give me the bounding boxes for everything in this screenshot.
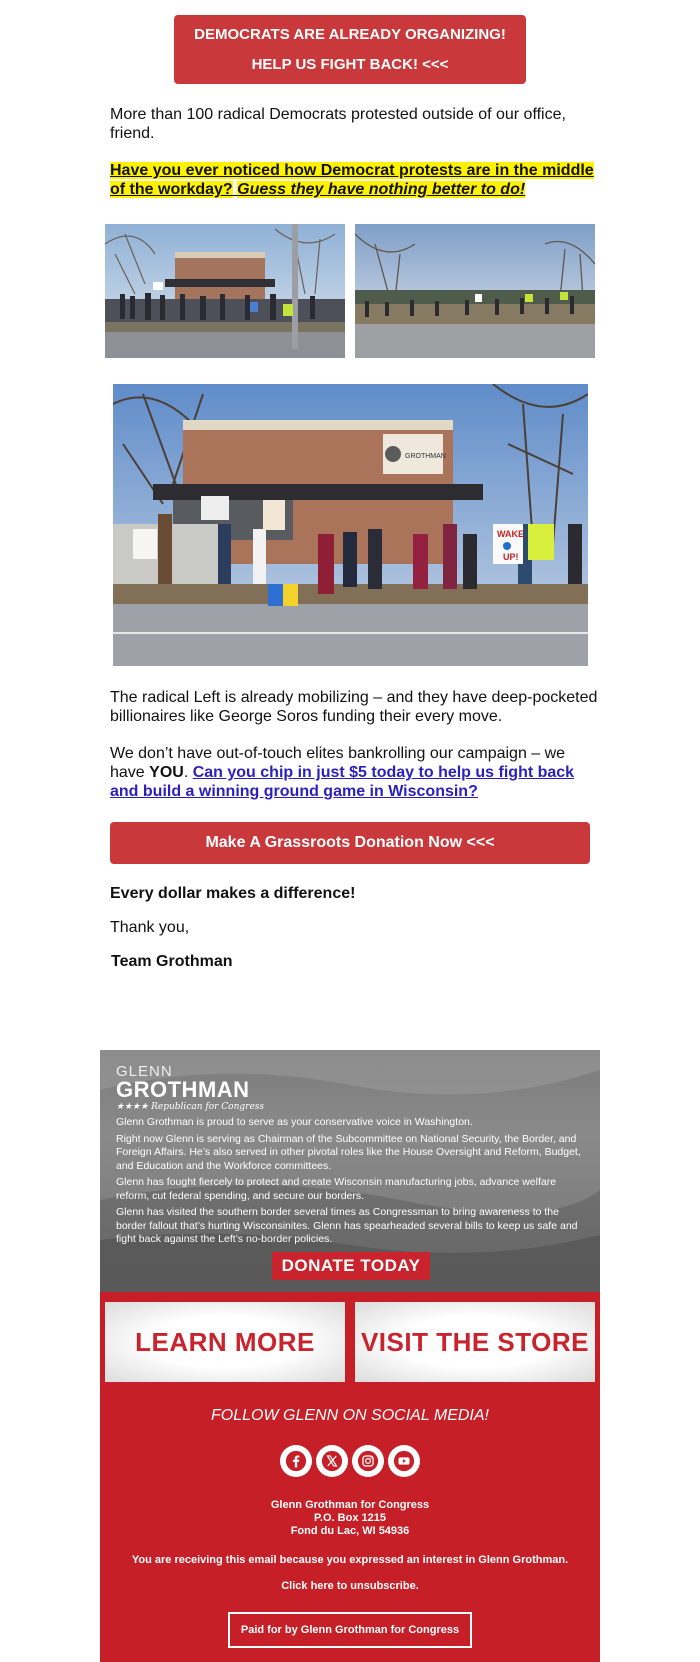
logo-first-name: GLENN xyxy=(116,1063,173,1080)
social-links xyxy=(100,1445,600,1477)
highlight-main: Have you ever noticed how Democrat protests are in the middle of the workday? xyxy=(110,162,594,198)
campaign-text-start: We don’t have out-of-touch elites bankrolling our campaign – we have xyxy=(110,745,566,781)
header-cta-button[interactable] xyxy=(174,15,526,84)
bio-paragraph: Glenn has visited the southern border several times as Congressman to bring awareness to the border fallout that’s hurting Wisconsinites. Glenn has spearheaded several bills to keep us safe and fight back against the Left’s no-border policies. xyxy=(116,1206,578,1245)
highlight-text xyxy=(110,161,600,199)
sign-up: UP! xyxy=(503,552,519,562)
learn-more-button[interactable]: LEARN MORE xyxy=(105,1302,345,1382)
bio-paragraph: Right now Glenn is serving as Chairman of the Subcommittee on National Security, the Border, and Foreign Affairs. He’s also served in other pivotal roles like the House Oversight and Reform, Budget, and Education and the Workforce committees. xyxy=(116,1132,581,1172)
campaign-text-period: . xyxy=(183,764,193,781)
signature: Team Grothman xyxy=(111,953,233,970)
logo-last-name: GROTHMAN xyxy=(116,1077,250,1102)
bio-paragraph: Glenn Grothman is proud to serve as your conservative voice in Washington. xyxy=(116,1116,473,1128)
visit-store-button[interactable]: VISIT THE STORE xyxy=(355,1302,595,1382)
address-box: P.O. Box 1215 xyxy=(314,1512,386,1524)
footer-banner xyxy=(100,1050,600,1292)
every-dollar-text: Every dollar makes a difference! xyxy=(110,885,356,902)
thank-you-text: Thank you, xyxy=(110,919,190,936)
protest-photo-3 xyxy=(113,384,588,666)
logo-tagline: ★★★★ Republican for Congress xyxy=(116,1102,265,1112)
grassroots-donate-button[interactable]: Make A Grassroots Donation Now <<< xyxy=(110,822,590,864)
footer-bio xyxy=(116,1116,586,1250)
header-cta-line1: DEMOCRATS ARE ALREADY ORGANIZING! xyxy=(194,26,506,43)
unsubscribe-link[interactable]: Click here to unsubscribe. xyxy=(281,1580,419,1592)
address-city: Fond du Lac, WI 54936 xyxy=(290,1525,410,1537)
donate-today-button[interactable]: DONATE TODAY xyxy=(272,1252,430,1280)
protest-photo-2 xyxy=(355,224,595,358)
chip-in-link[interactable]: Can you chip in just $5 today to help us fight back and build a winning ground game in Wisconsin? xyxy=(110,764,575,800)
facebook-icon[interactable] xyxy=(280,1445,312,1477)
campaign-text xyxy=(110,744,600,801)
mailing-address xyxy=(100,1499,600,1538)
office-sign-text: GROTHMAN xyxy=(405,453,446,460)
protest-photo-1 xyxy=(105,224,345,358)
x-icon[interactable] xyxy=(316,1445,348,1477)
instagram-icon[interactable] xyxy=(352,1445,384,1477)
campaign-text-you: YOU xyxy=(149,764,184,781)
intro-text: More than 100 radical Democrats protested outside of our office, friend. xyxy=(110,106,566,142)
footer-red-section xyxy=(100,1292,600,1662)
subscription-notice: You are receiving this email because you expressed an interest in Glenn Grothman. xyxy=(131,1554,569,1566)
header-cta-line2: HELP US FIGHT BACK! <<< xyxy=(251,56,449,73)
paid-for-disclaimer: Paid for by Glenn Grothman for Congress xyxy=(228,1612,472,1648)
left-mobilizing-text: The radical Left is already mobilizing – and they have deep-pocketed billionaires like George Soros funding their every move. xyxy=(110,689,598,725)
address-org: Glenn Grothman for Congress xyxy=(270,1499,430,1511)
highlight-italic: Guess they have nothing better to do! xyxy=(237,181,526,198)
sign-wake: WAKE xyxy=(497,529,524,539)
footer-logo xyxy=(116,1064,264,1113)
follow-heading: FOLLOW GLENN ON SOCIAL MEDIA! xyxy=(211,1407,489,1424)
bio-paragraph: Glenn has fought fiercely to protect and create Wisconsin manufacturing jobs, advance welfare reform, cut federal spending, and secure our borders. xyxy=(116,1176,557,1202)
youtube-icon[interactable] xyxy=(388,1445,420,1477)
